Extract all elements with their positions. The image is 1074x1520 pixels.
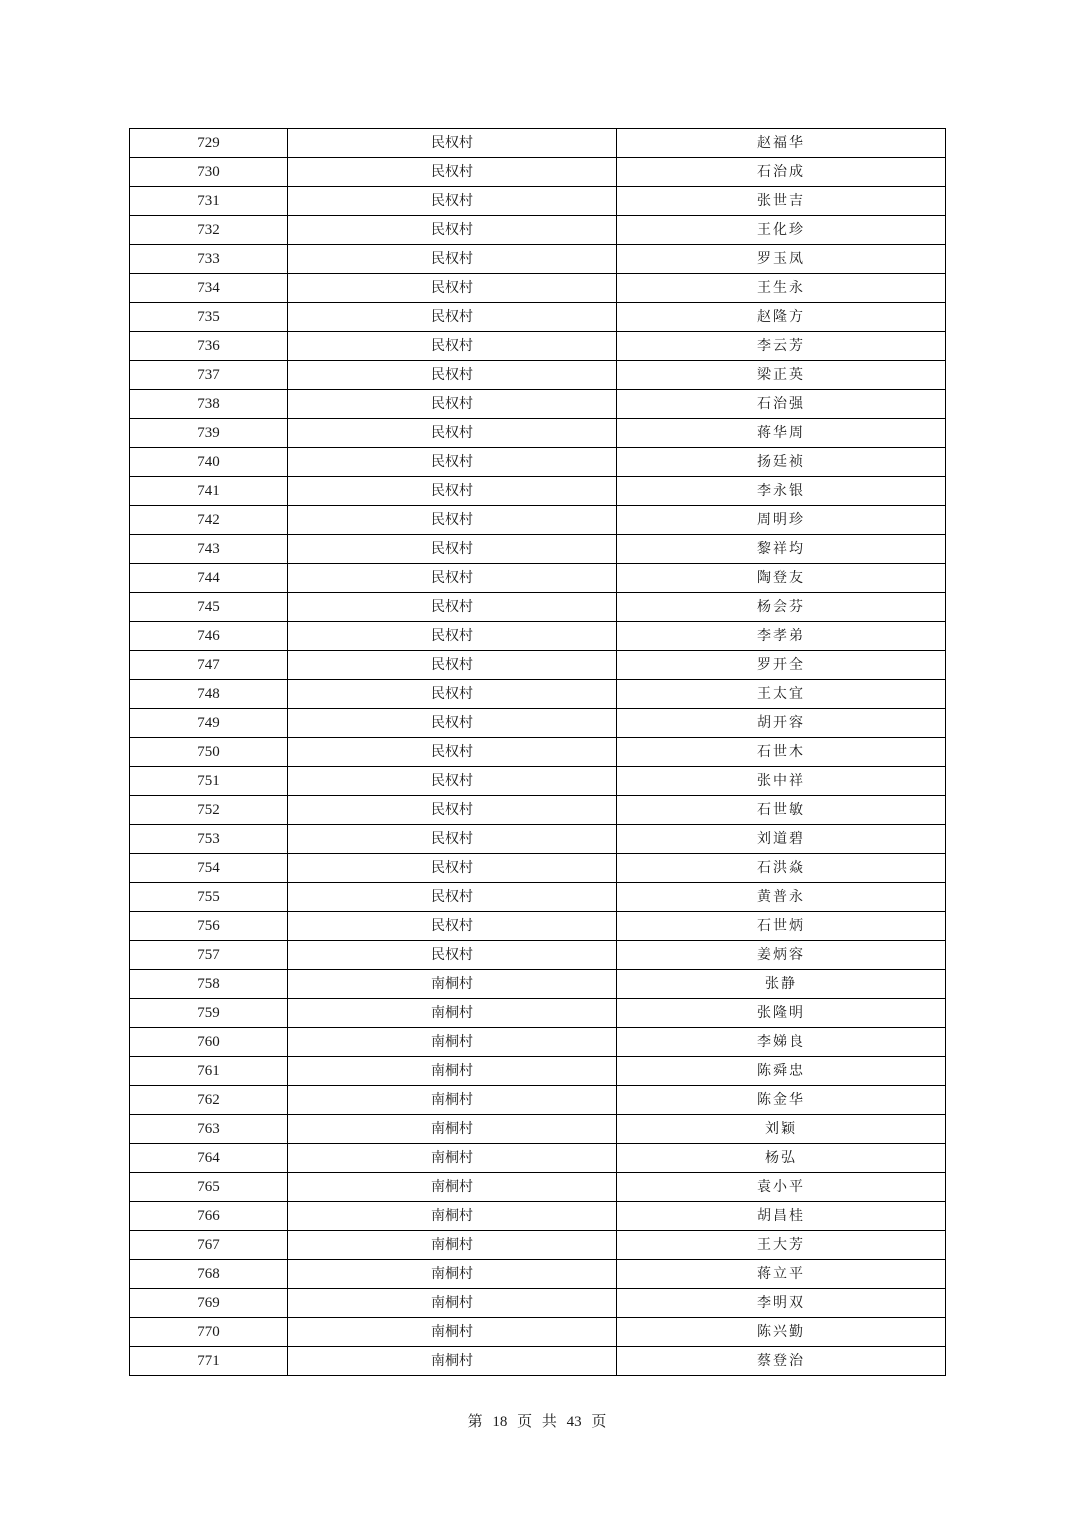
row-number: 739 (130, 419, 288, 448)
name-cell: 蒋华周 (617, 419, 946, 448)
row-number: 752 (130, 796, 288, 825)
row-number: 766 (130, 1202, 288, 1231)
village-cell: 南桐村 (288, 1086, 617, 1115)
footer-prefix: 第 (467, 1414, 483, 1430)
name-cell: 石治强 (617, 390, 946, 419)
table-row (130, 1173, 946, 1202)
table-row (130, 709, 946, 738)
table-row (130, 448, 946, 477)
table-row (130, 564, 946, 593)
row-number: 737 (130, 361, 288, 390)
village-cell: 民权村 (288, 767, 617, 796)
row-number: 735 (130, 303, 288, 332)
page-footer (0, 1410, 1074, 1431)
row-number: 762 (130, 1086, 288, 1115)
village-cell: 民权村 (288, 564, 617, 593)
row-number: 753 (130, 825, 288, 854)
name-cell: 胡昌桂 (617, 1202, 946, 1231)
table-row (130, 1144, 946, 1173)
village-cell: 南桐村 (288, 999, 617, 1028)
village-cell: 民权村 (288, 825, 617, 854)
table-row (130, 390, 946, 419)
name-cell: 姜炳容 (617, 941, 946, 970)
name-cell: 杨弘 (617, 1144, 946, 1173)
footer-total-word: 共 (541, 1414, 557, 1430)
table-row (130, 912, 946, 941)
footer-current-page: 18 (492, 1414, 508, 1430)
row-number: 734 (130, 274, 288, 303)
name-cell: 王太宜 (617, 680, 946, 709)
table-row (130, 970, 946, 999)
table-row (130, 1057, 946, 1086)
table-row (130, 999, 946, 1028)
row-number: 743 (130, 535, 288, 564)
table-row (130, 1289, 946, 1318)
village-cell: 民权村 (288, 448, 617, 477)
table-row (130, 1115, 946, 1144)
name-cell: 石世木 (617, 738, 946, 767)
name-cell: 陈舜忠 (617, 1057, 946, 1086)
name-cell: 王生永 (617, 274, 946, 303)
row-number: 759 (130, 999, 288, 1028)
table-row (130, 216, 946, 245)
name-cell: 石世敏 (617, 796, 946, 825)
name-cell: 石治成 (617, 158, 946, 187)
village-cell: 民权村 (288, 709, 617, 738)
village-cell: 民权村 (288, 651, 617, 680)
row-number: 764 (130, 1144, 288, 1173)
name-cell: 李永银 (617, 477, 946, 506)
table-row (130, 245, 946, 274)
table-row (130, 593, 946, 622)
name-cell: 蒋立平 (617, 1260, 946, 1289)
village-cell: 民权村 (288, 274, 617, 303)
village-cell: 民权村 (288, 129, 617, 158)
name-cell: 梁正英 (617, 361, 946, 390)
row-number: 771 (130, 1347, 288, 1376)
name-cell: 陈金华 (617, 1086, 946, 1115)
table-row (130, 1318, 946, 1347)
table-row (130, 622, 946, 651)
row-number: 736 (130, 332, 288, 361)
name-cell: 罗开全 (617, 651, 946, 680)
table-row (130, 1231, 946, 1260)
name-cell: 李娣良 (617, 1028, 946, 1057)
row-number: 741 (130, 477, 288, 506)
row-number: 731 (130, 187, 288, 216)
row-number: 761 (130, 1057, 288, 1086)
village-cell: 民权村 (288, 680, 617, 709)
name-cell: 赵福华 (617, 129, 946, 158)
row-number: 755 (130, 883, 288, 912)
name-cell: 袁小平 (617, 1173, 946, 1202)
row-number: 751 (130, 767, 288, 796)
village-cell: 民权村 (288, 738, 617, 767)
village-cell: 南桐村 (288, 1173, 617, 1202)
village-cell: 民权村 (288, 854, 617, 883)
footer-total-pages: 43 (566, 1414, 582, 1430)
row-number: 747 (130, 651, 288, 680)
name-cell: 周明珍 (617, 506, 946, 535)
row-number: 749 (130, 709, 288, 738)
name-cell: 胡开容 (617, 709, 946, 738)
row-number: 730 (130, 158, 288, 187)
table-row (130, 332, 946, 361)
name-cell: 张中祥 (617, 767, 946, 796)
table-row (130, 767, 946, 796)
name-cell: 陈兴勤 (617, 1318, 946, 1347)
name-cell: 蔡登治 (617, 1347, 946, 1376)
table-row (130, 129, 946, 158)
footer-suffix: 页 (591, 1414, 607, 1430)
village-cell: 民权村 (288, 941, 617, 970)
table-row (130, 1086, 946, 1115)
village-cell: 南桐村 (288, 1115, 617, 1144)
village-cell: 南桐村 (288, 1202, 617, 1231)
village-cell: 民权村 (288, 593, 617, 622)
village-cell: 南桐村 (288, 1260, 617, 1289)
row-number: 769 (130, 1289, 288, 1318)
row-number: 746 (130, 622, 288, 651)
row-number: 748 (130, 680, 288, 709)
row-number: 758 (130, 970, 288, 999)
name-cell: 石世炳 (617, 912, 946, 941)
name-cell: 李云芳 (617, 332, 946, 361)
name-cell: 张隆明 (617, 999, 946, 1028)
table-row (130, 506, 946, 535)
village-cell: 民权村 (288, 303, 617, 332)
village-cell: 民权村 (288, 477, 617, 506)
row-number: 733 (130, 245, 288, 274)
table-row (130, 941, 946, 970)
footer-page-word: 页 (517, 1414, 533, 1430)
village-cell: 民权村 (288, 883, 617, 912)
village-cell: 南桐村 (288, 1057, 617, 1086)
row-number: 738 (130, 390, 288, 419)
village-cell: 南桐村 (288, 1289, 617, 1318)
table-row (130, 1260, 946, 1289)
table-row (130, 680, 946, 709)
row-number: 768 (130, 1260, 288, 1289)
table-row (130, 477, 946, 506)
table-row (130, 651, 946, 680)
row-number: 742 (130, 506, 288, 535)
row-number: 767 (130, 1231, 288, 1260)
roster-body (130, 129, 946, 1376)
village-cell: 南桐村 (288, 1231, 617, 1260)
name-cell: 张静 (617, 970, 946, 999)
table-row (130, 187, 946, 216)
row-number: 763 (130, 1115, 288, 1144)
table-row (130, 738, 946, 767)
roster-table (129, 128, 946, 1376)
row-number: 740 (130, 448, 288, 477)
village-cell: 南桐村 (288, 1347, 617, 1376)
row-number: 770 (130, 1318, 288, 1347)
row-number: 760 (130, 1028, 288, 1057)
village-cell: 民权村 (288, 332, 617, 361)
name-cell: 李明双 (617, 1289, 946, 1318)
name-cell: 王化珍 (617, 216, 946, 245)
table-row (130, 1202, 946, 1231)
village-cell: 民权村 (288, 622, 617, 651)
village-cell: 民权村 (288, 245, 617, 274)
village-cell: 南桐村 (288, 970, 617, 999)
table-row (130, 274, 946, 303)
name-cell: 刘道碧 (617, 825, 946, 854)
table-row (130, 361, 946, 390)
table-row (130, 825, 946, 854)
village-cell: 南桐村 (288, 1144, 617, 1173)
row-number: 744 (130, 564, 288, 593)
row-number: 750 (130, 738, 288, 767)
village-cell: 民权村 (288, 535, 617, 564)
village-cell: 民权村 (288, 390, 617, 419)
village-cell: 民权村 (288, 158, 617, 187)
name-cell: 陶登友 (617, 564, 946, 593)
name-cell: 李孝弟 (617, 622, 946, 651)
village-cell: 民权村 (288, 912, 617, 941)
name-cell: 张世吉 (617, 187, 946, 216)
name-cell: 刘颖 (617, 1115, 946, 1144)
village-cell: 民权村 (288, 419, 617, 448)
table-row (130, 883, 946, 912)
table-row (130, 419, 946, 448)
village-cell: 民权村 (288, 506, 617, 535)
row-number: 757 (130, 941, 288, 970)
name-cell: 石洪焱 (617, 854, 946, 883)
table-row (130, 854, 946, 883)
name-cell: 杨会芬 (617, 593, 946, 622)
name-cell: 王大芳 (617, 1231, 946, 1260)
row-number: 732 (130, 216, 288, 245)
row-number: 765 (130, 1173, 288, 1202)
row-number: 754 (130, 854, 288, 883)
table-row (130, 158, 946, 187)
name-cell: 黎祥均 (617, 535, 946, 564)
name-cell: 赵隆方 (617, 303, 946, 332)
table-row (130, 1347, 946, 1376)
village-cell: 民权村 (288, 187, 617, 216)
village-cell: 南桐村 (288, 1318, 617, 1347)
row-number: 745 (130, 593, 288, 622)
village-cell: 民权村 (288, 216, 617, 245)
village-cell: 民权村 (288, 796, 617, 825)
row-number: 729 (130, 129, 288, 158)
name-cell: 扬廷祯 (617, 448, 946, 477)
row-number: 756 (130, 912, 288, 941)
table-row (130, 303, 946, 332)
village-cell: 民权村 (288, 361, 617, 390)
table-row (130, 796, 946, 825)
name-cell: 黄普永 (617, 883, 946, 912)
name-cell: 罗玉凤 (617, 245, 946, 274)
village-cell: 南桐村 (288, 1028, 617, 1057)
table-row (130, 535, 946, 564)
table-row (130, 1028, 946, 1057)
